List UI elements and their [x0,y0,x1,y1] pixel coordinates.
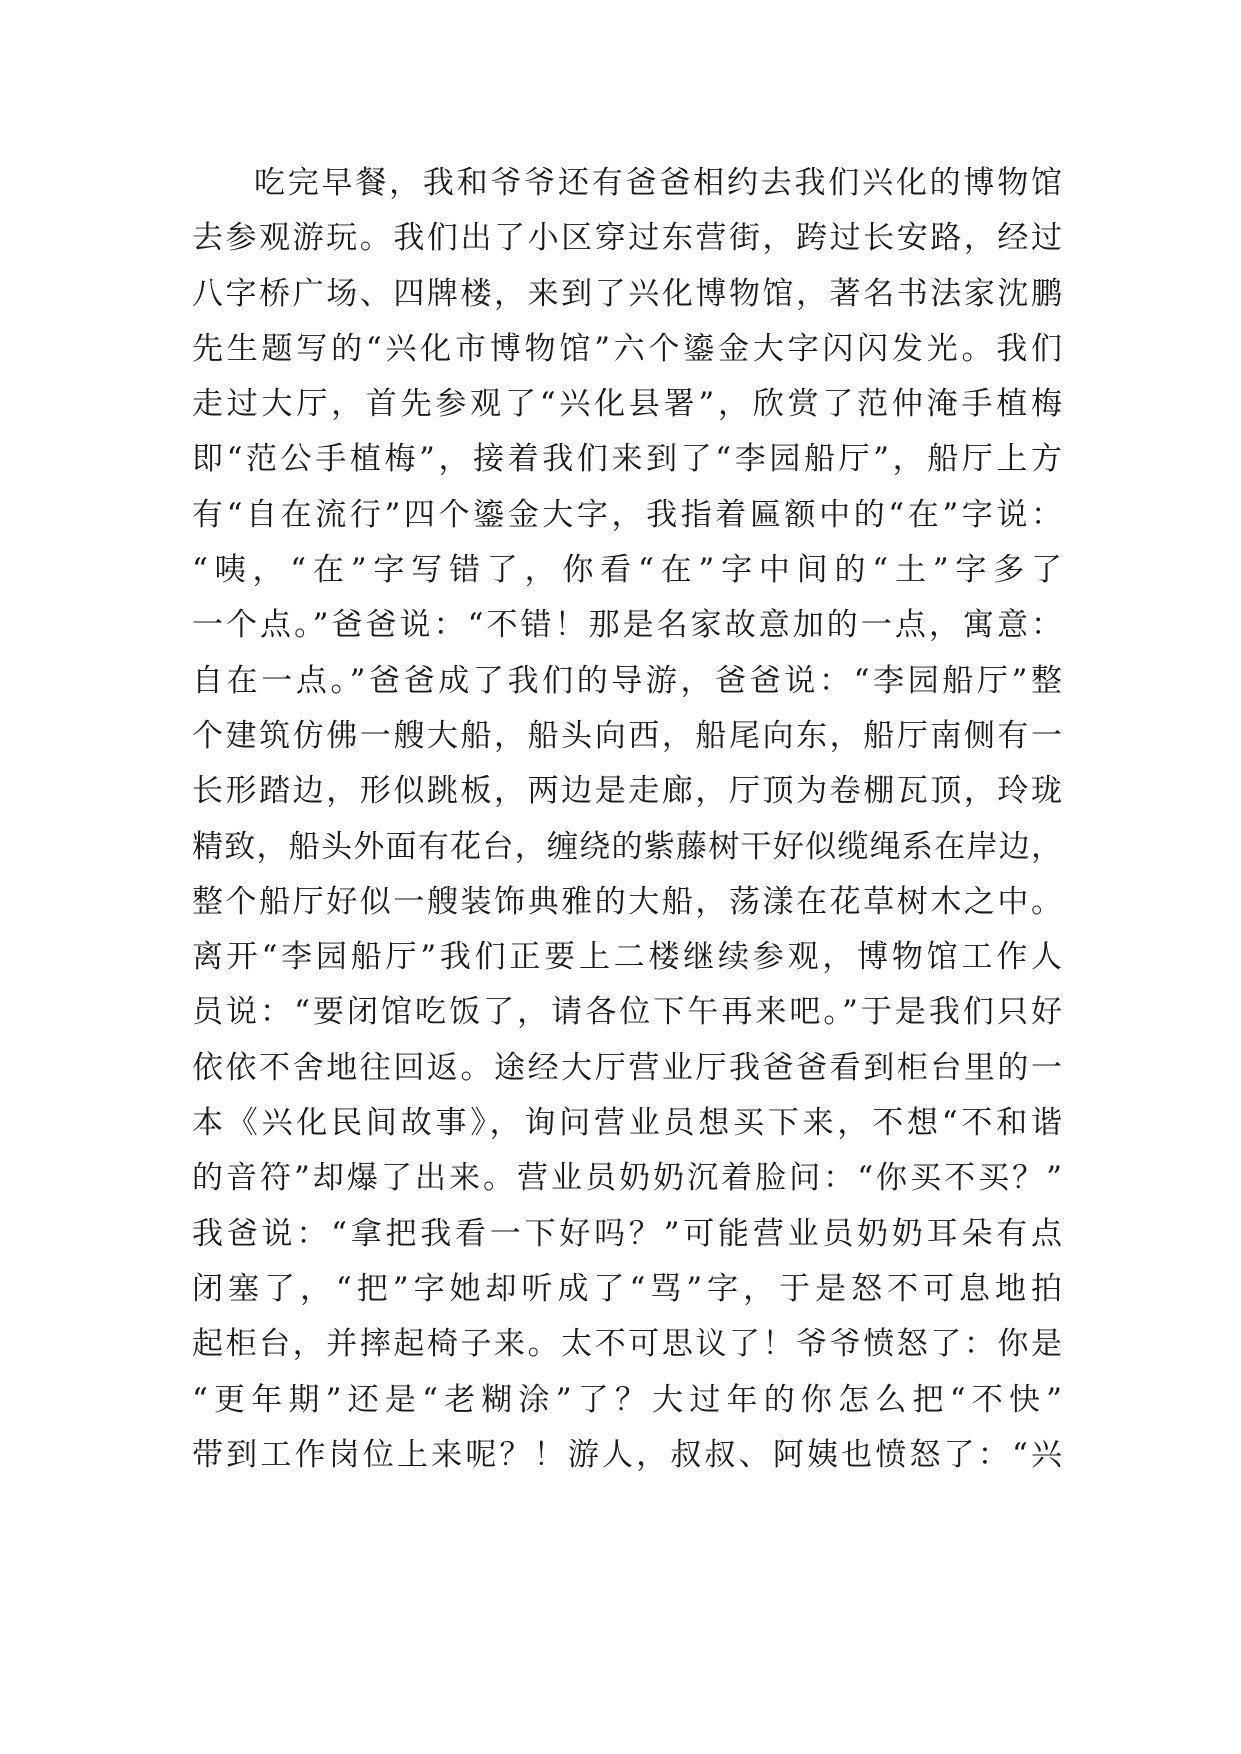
text-line: 去参观游玩。我们出了小区穿过东营街，跨过长安路，经过 [192,220,1062,257]
text-line: “咦，“在”字写错了，你看“在”字中间的“土”字多了 [192,552,1062,589]
text-line: 精致，船头外面有花台，缠绕的紫藤树干好似缆绳系在岸边， [192,828,1062,865]
text-line: 本《兴化民间故事》，询问营业员想买下来，不想“不和谐 [192,1105,1062,1142]
text-line: 先生题写的“兴化市博物馆”六个鎏金大字闪闪发光。我们 [192,330,1062,367]
text-line: 个建筑仿佛一艘大船，船头向西，船尾向东，船厅南侧有一 [192,717,1062,754]
essay-paragraph [192,156,1062,1483]
text-line: 员说：“要闭馆吃饭了，请各位下午再来吧。”于是我们只好 [192,994,1062,1031]
text-line: 离开“李园船厅”我们正要上二楼继续参观，博物馆工作人 [192,939,1062,976]
text-line: 吃完早餐，我和爷爷还有爸爸相约去我们兴化的博物馆 [254,165,1062,201]
text-line: 八字桥广场、四牌楼，来到了兴化博物馆，著名书法家沈鹏 [192,275,1062,312]
text-line: 我爸说：“拿把我看一下好吗？”可能营业员奶奶耳朵有点 [192,1215,1062,1252]
text-line: 有“自在流行”四个鎏金大字，我指着匾额中的“在”字说： [192,496,1062,533]
text-line: 闭塞了，“把”字她却听成了“骂”字，于是怒不可息地拍 [192,1270,1062,1307]
text-line: 长形踏边，形似跳板，两边是走廊，厅顶为卷棚瓦顶，玲珑 [192,773,1062,810]
text-line: 整个船厅好似一艘装饰典雅的大船，荡漾在花草树木之中。 [192,883,1062,920]
text-line: 起柜台，并摔起椅子来。太不可思议了！爷爷愤怒了：你是 [192,1326,1062,1363]
text-line: “更年期”还是“老糊涂”了？大过年的你怎么把“不快” [192,1381,1062,1418]
text-line: 自在一点。”爸爸成了我们的导游，爸爸说：“李园船厅”整 [192,662,1062,699]
text-line: 一个点。”爸爸说：“不错！那是名家故意加的一点，寓意： [192,607,1062,644]
text-line: 即“范公手植梅”，接着我们来到了“李园船厅”，船厅上方 [192,441,1062,478]
text-line: 的音符”却爆了出来。营业员奶奶沉着脸问：“你买不买？” [192,1160,1062,1197]
text-line: 依依不舍地往回返。途经大厅营业厅我爸爸看到柜台里的一 [192,1049,1062,1086]
text-line: 带到工作岗位上来呢？！游人，叔叔、阿姨也愤怒了：“兴 [192,1436,1062,1473]
text-line: 走过大厅，首先参观了“兴化县署”，欣赏了范仲淹手植梅 [192,386,1062,423]
